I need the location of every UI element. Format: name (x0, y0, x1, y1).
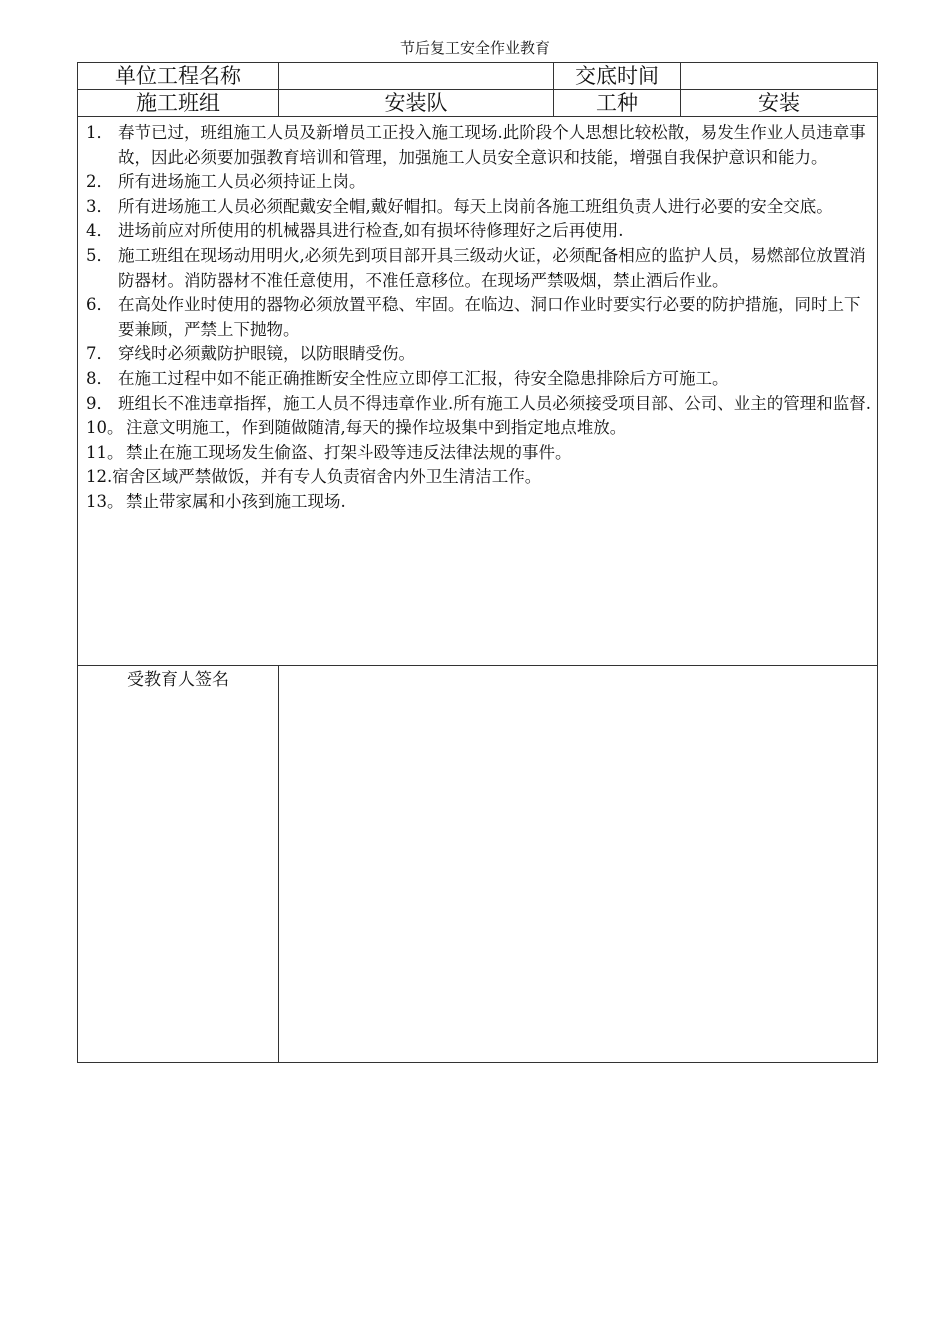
signature-label: 受教育人签名 (78, 666, 279, 1063)
rule-number: 4． (86, 221, 113, 241)
rules-list (86, 121, 871, 515)
rule-item (86, 441, 871, 466)
rule-text: 进场前应对所使用的机械器具进行检查,如有损坏待修理好之后再使用. (118, 221, 624, 241)
rule-number: 5． (86, 245, 113, 265)
team-value: 安装队 (279, 90, 554, 117)
trade-value: 安装 (681, 90, 878, 117)
rule-item (86, 465, 871, 490)
rule-number: 1． (86, 123, 113, 142)
rule-number: 7． (86, 344, 113, 364)
safety-education-form (77, 62, 878, 1063)
handover-time-label: 交底时间 (554, 63, 681, 90)
rule-number: 13。 (86, 491, 124, 511)
rule-text: 春节已过，班组施工人员及新增员工正投入施工现场.此阶段个人思想比较松散，易发生作业人员违章事故，因此必须要加强教育培训和管理，加强施工人员安全意识和技能，增强自我保护意识和能力。 (118, 123, 866, 167)
rule-item (86, 367, 871, 392)
team-label: 施工班组 (78, 90, 279, 117)
rule-text: 所有进场施工人员必须配戴安全帽,戴好帽扣。每天上岗前各施工班组负责人进行必要的安全交底。 (118, 196, 833, 216)
rule-text: 宿舍区域严禁做饭，并有专人负责宿舍内外卫生清洁工作。 (112, 467, 542, 487)
rule-item (86, 342, 871, 367)
rules-row (78, 117, 878, 666)
rule-item (86, 490, 871, 515)
handover-time-field[interactable] (681, 63, 878, 90)
rule-item (86, 170, 871, 195)
header-row-project (78, 63, 878, 90)
trade-label: 工种 (554, 90, 681, 117)
rule-text: 班组长不准违章指挥，施工人员不得违章作业.所有施工人员必须接受项目部、公司、业主的管理和监督. (118, 393, 871, 413)
rule-text: 所有进场施工人员必须持证上岗。 (118, 172, 366, 192)
rule-number: 9． (86, 393, 113, 413)
rule-item (86, 219, 871, 244)
rule-text: 施工班组在现场动用明火,必须先到项目部开具三级动火证，必须配备相应的监护人员，易燃部位放置消防器材。消防器材不准任意使用，不准任意移位。在现场严禁吸烟，禁止酒后作业。 (118, 245, 866, 290)
project-name-label: 单位工程名称 (78, 63, 279, 90)
rule-text: 注意文明施工，作到随做随清,每天的操作垃圾集中到指定地点堆放。 (126, 418, 627, 438)
rule-text: 穿线时必须戴防护眼镜，以防眼睛受伤。 (118, 344, 415, 364)
rule-item (86, 121, 871, 170)
rule-number: 12. (86, 467, 113, 487)
rules-content (78, 117, 878, 666)
rule-text: 在施工过程中如不能正确推断安全性应立即停工汇报，待安全隐患排除后方可施工。 (118, 368, 729, 388)
rule-item (86, 392, 871, 417)
signature-row (78, 666, 878, 1063)
rule-number: 3． (86, 196, 113, 216)
rule-number: 2． (86, 172, 113, 192)
rule-number: 10。 (86, 418, 124, 438)
rule-item (86, 416, 871, 441)
rule-item (86, 195, 871, 220)
rule-text: 禁止带家属和小孩到施工现场. (126, 491, 346, 511)
signature-field[interactable] (279, 666, 878, 1063)
header-row-team (78, 90, 878, 117)
rule-number: 11。 (86, 442, 124, 462)
rule-item (86, 293, 871, 342)
rule-number: 8． (86, 368, 113, 388)
rule-text: 禁止在施工现场发生偷盗、打架斗殴等违反法律法规的事件。 (126, 442, 572, 462)
rule-number: 6． (86, 295, 113, 315)
rule-text: 在高处作业时使用的器物必须放置平稳、牢固。在临边、洞口作业时要实行必要的防护措施，同时上下要兼顾，严禁上下抛物。 (118, 295, 861, 339)
rule-item (86, 244, 871, 293)
project-name-field[interactable] (279, 63, 554, 90)
page-title: 节后复工安全作业教育 (399, 39, 550, 57)
